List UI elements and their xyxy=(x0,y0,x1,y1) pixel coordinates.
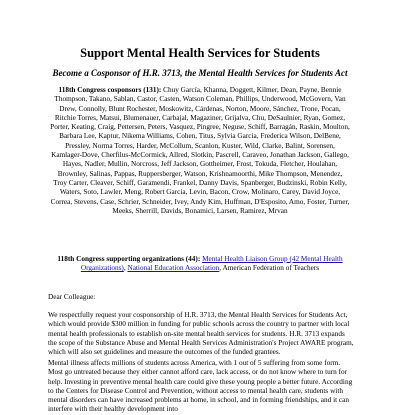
greeting: Dear Colleague: xyxy=(48,293,96,301)
organizations-separator: , xyxy=(123,264,128,273)
national-education-association-link[interactable]: National Education Association xyxy=(127,264,220,273)
paragraph-2: Mental illness affects millions of students across America, with 1 out of 5 suffering from some form. Most go untreated because they either cannot afford care, lack access, or do not know where to turn for help. Investing in preventive mental health care could give these young people a better future. According to the Centers for Disease Control and Prevention, without access to mental health care, students with mental disorders can have increased problems at home, in school, and in forming friendships, and it can interfere with their healthy development into xyxy=(48,359,353,414)
organizations-block xyxy=(50,255,350,274)
mental-health-liaison-group-link[interactable]: Mental Health Liaison Group (42 Mental Health Organizations) xyxy=(80,255,343,273)
organizations-rest: , American Federation of Teachers xyxy=(219,264,320,273)
paragraph-1: We respectfully request your cosponsorship of H.R. 3713, the Mental Health Services for Students Act, which would provide $300 million in funding for public schools across the country to partner with local mental health professionals to establish on-site mental health services for students. H.R. 3713 expands the scope of the Substance Abuse and Mental Health Services Administration's Project AWARE program, which will also set guidelines and measure the outcomes of the funded grantees. xyxy=(48,311,354,357)
organizations-heading: 118th Congress supporting organizations (44): xyxy=(57,255,201,263)
document-subtitle: Become a Cosponsor of H.R. 3713, the Mental Health Services for Students Act xyxy=(52,68,348,78)
cosponsors-list: Chuy García, Khanna, Doggett, Kilmer, Dean, Payne, Bennie Thompson, Takano, Sablan, Castor, Casten, Watson Coleman, Phillips, Underwood, McGovern, Van Drew, Connolly, Blunt Rochester, Moskowitz, Cárdenas, Norton, Moore, Sánchez, Trone, Pocan, Ritchie Torres, Matsui, Blumenauer, Carbajal, Magaziner, Grijalva, Chu, DeSaulnier, Ryan, Gomez, Porter, Keating, Craig, Pettersen, Peters, Vasquez, Pingree, Neguse, Schiff, Barragán, Raskin, Moulton, Barbara Lee, Kaptur, Nikema Williams, Cohen, Titus, Sylvia Garcia, Frederica Wilson, DelBene, Pressley, Norma Torres, Harder, McCollum, Scanlon, Kuster, Wild, Clarke, Balint, Sorensen, Kamlager-Dove, Cherfilus-McCormick, Allred, Slotkin, Pascrell, Caraveo, Jonathan Jackson, Gallego, Hayes, Nadler, Mullin, Norcross, Jeff Jackson, Gottheimer, Frost, Tokuda, Fletcher, Houlahan, Brownley, Salinas, Pappas, Ruppersberger, Watson, Krishnamoorthi, Mike Thompson, Menendez, Troy Carter, Cleaver, Schiff, Garamendi, Frankel, Danny Davis, Spanberger, Budzinski, Robin Kelly, Waters, Soto, Lawler, Meng, Robert Garcia, Levin, Bacon, Crow, Molinaro, Carey, David Joyce, Correa, Stevens, Case, Schrier, Schneider, Ivey, Andy Kim, Huffman, D'Esposito, Amo, Foster, Turner, Meeks, Sherrill, Davids, Bonamici, Larsen, Ramirez, Mrvan xyxy=(50,86,350,215)
cosponsors-heading: 118th Congress cosponsors (131): xyxy=(58,86,162,94)
cosponsors-block xyxy=(50,86,350,216)
document-title: Support Mental Health Services for Students xyxy=(80,46,320,60)
